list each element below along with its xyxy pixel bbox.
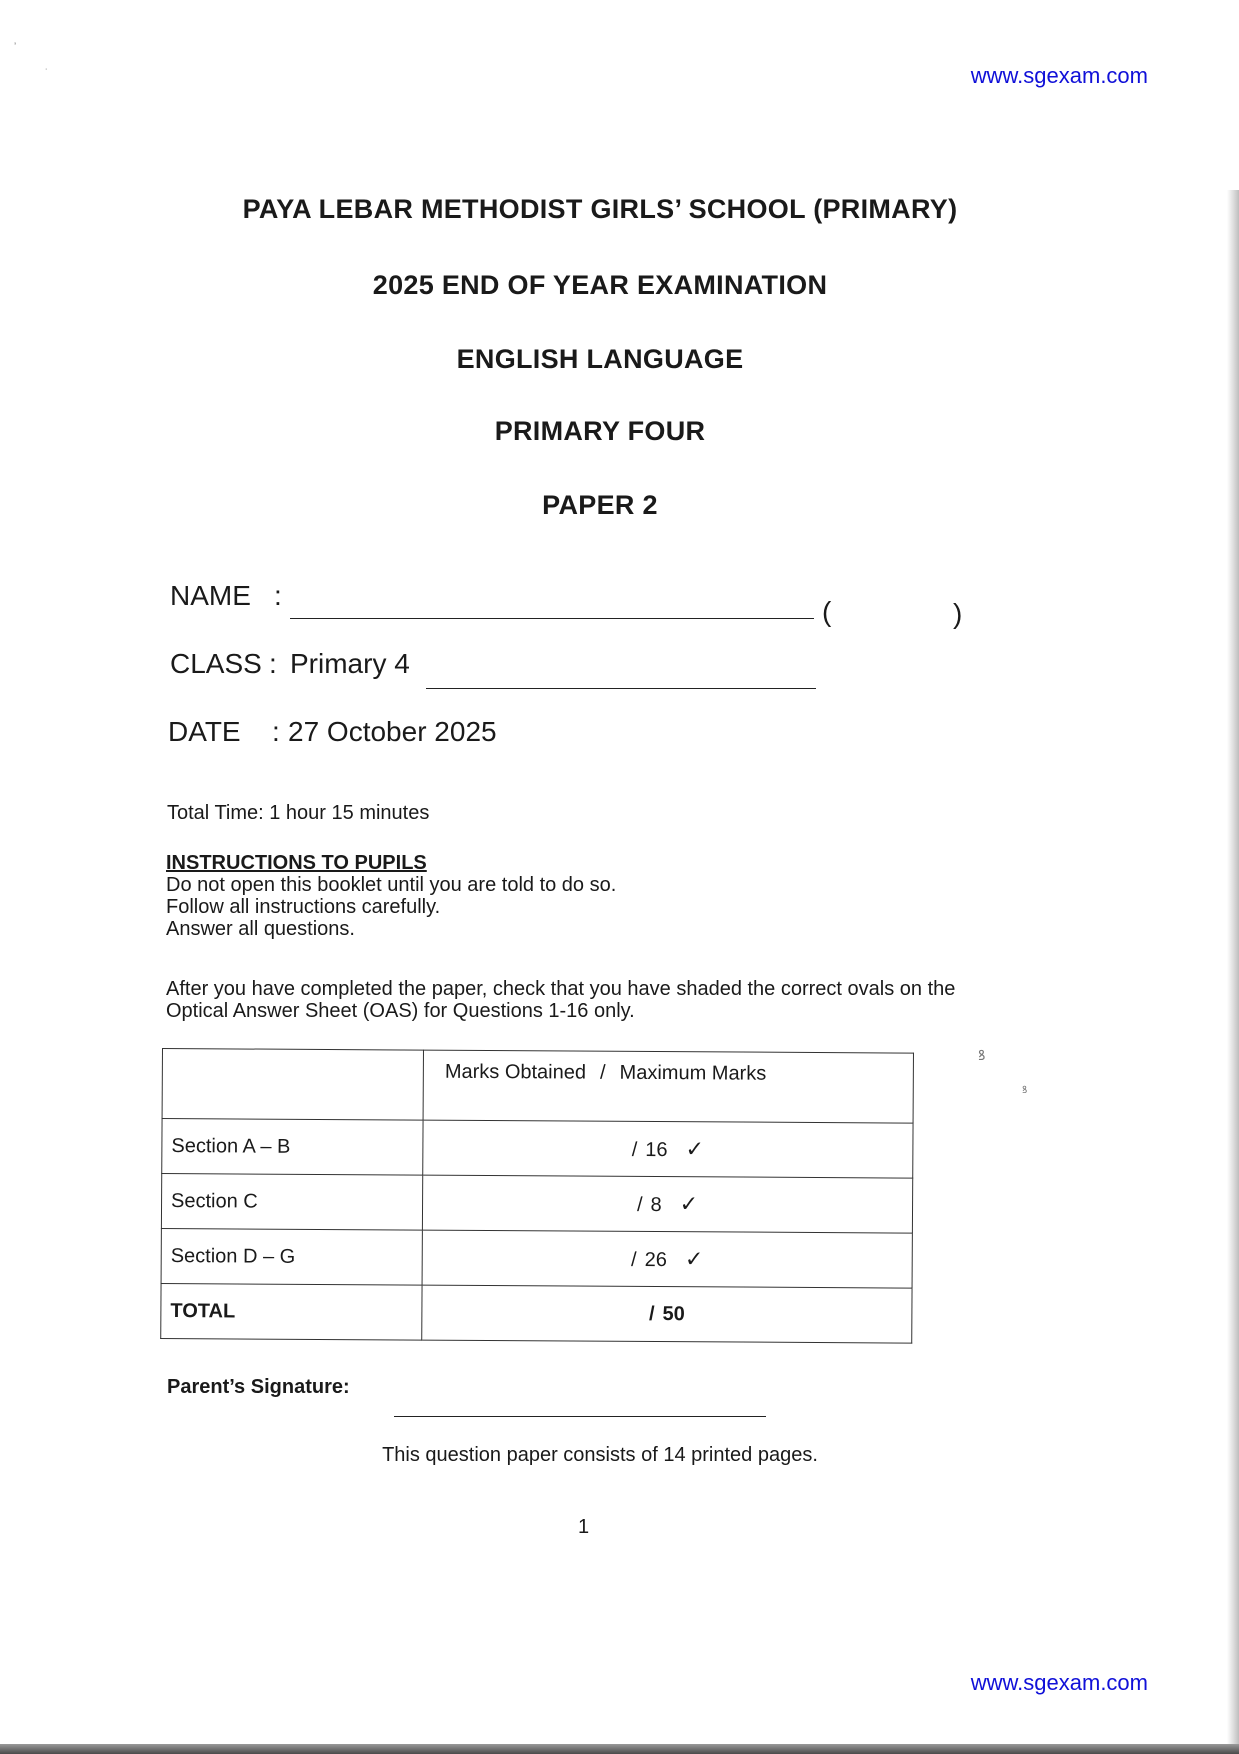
total-max-marks: 50: [662, 1302, 685, 1325]
paper-title: PAPER 2: [542, 490, 658, 520]
total-time: Total Time: 1 hour 15 minutes: [167, 802, 430, 824]
max-marks: 26: [644, 1248, 667, 1272]
marks-slash: /: [631, 1138, 638, 1161]
name-input-line[interactable]: [290, 618, 814, 619]
section-name: Section D – G: [161, 1228, 422, 1285]
table-row: [162, 1119, 913, 1179]
name-colon: :: [274, 580, 282, 611]
marks-table: [160, 1048, 914, 1344]
total-marks-cell[interactable]: [422, 1285, 912, 1343]
instruction-line: Follow all instructions carefully.: [166, 896, 441, 918]
total-label: TOTAL: [161, 1283, 422, 1340]
page-number: 1: [578, 1516, 590, 1538]
table-row-total: [161, 1283, 912, 1343]
max-marks: 16: [645, 1138, 668, 1162]
header-separator: /: [599, 1061, 606, 1084]
instruction-line: Answer all questions.: [166, 918, 355, 940]
exam-title: 2025 END OF YEAR EXAMINATION: [372, 270, 828, 300]
date-value: 27 October 2025: [288, 716, 497, 747]
parent-signature-label: Parent’s Signature:: [167, 1376, 350, 1398]
instructions-title: INSTRUCTIONS TO PUPILS: [166, 852, 427, 874]
section-name: Section C: [161, 1174, 422, 1231]
date-label: DATE: [168, 716, 241, 747]
check-mark-icon: ✓: [684, 1246, 704, 1272]
date-colon: :: [272, 716, 280, 747]
max-marks: 8: [650, 1193, 662, 1217]
subject-title: ENGLISH LANGUAGE: [456, 344, 744, 374]
instructions-block: [166, 852, 616, 940]
header-marks-cell: [423, 1050, 913, 1123]
header-marks-obtained: Marks Obtained: [444, 1060, 587, 1084]
level-title: PRIMARY FOUR: [494, 416, 706, 446]
scan-speck: ꝸ: [1022, 1085, 1028, 1096]
name-label: NAME: [170, 580, 251, 611]
register-number-close-paren: ): [953, 598, 963, 629]
check-mark-icon: ✓: [679, 1191, 699, 1217]
marks-slash: /: [648, 1302, 655, 1325]
instruction-line: Do not open this booklet until you are told to do so.: [166, 874, 617, 896]
scan-speck: ꝸ: [978, 1047, 986, 1063]
register-number-open-paren: (: [822, 596, 832, 627]
oas-note: After you have completed the paper, check that you have shaded the correct ovals on the Optical Answer Sheet (OAS) for Questions 1-16 only.: [166, 978, 956, 1022]
class-value: Primary 4: [290, 648, 410, 679]
check-mark-icon: ✓: [685, 1136, 705, 1162]
marks-table-header: [162, 1049, 913, 1124]
marks-slash: /: [636, 1193, 643, 1216]
class-label: CLASS: [170, 648, 262, 679]
scan-page-edge-right: [1227, 190, 1239, 1744]
table-row: [161, 1174, 912, 1234]
marks-slash: /: [631, 1248, 637, 1271]
table-row: [161, 1228, 912, 1288]
class-colon: :: [269, 648, 277, 679]
header-empty-cell: [162, 1049, 423, 1121]
scan-speck: ˙: [45, 68, 49, 79]
scan-speck: ʼ: [14, 42, 17, 53]
watermark-link-top[interactable]: www.sgexam.com: [970, 63, 1148, 88]
marks-cell[interactable]: [422, 1175, 912, 1233]
marks-cell[interactable]: [423, 1120, 913, 1178]
page-count-note: This question paper consists of 14 printed pages.: [382, 1444, 818, 1466]
header-maximum-marks: Maximum Marks: [619, 1061, 767, 1085]
class-input-line[interactable]: [426, 688, 816, 689]
marks-cell[interactable]: [422, 1230, 912, 1288]
section-name: Section A – B: [162, 1119, 423, 1176]
parent-signature-line[interactable]: [394, 1416, 766, 1417]
scan-page-edge-bottom: [0, 1744, 1239, 1754]
watermark-link-bottom[interactable]: www.sgexam.com: [970, 1670, 1148, 1695]
school-name: PAYA LEBAR METHODIST GIRLS’ SCHOOL (PRIMARY): [242, 194, 958, 224]
